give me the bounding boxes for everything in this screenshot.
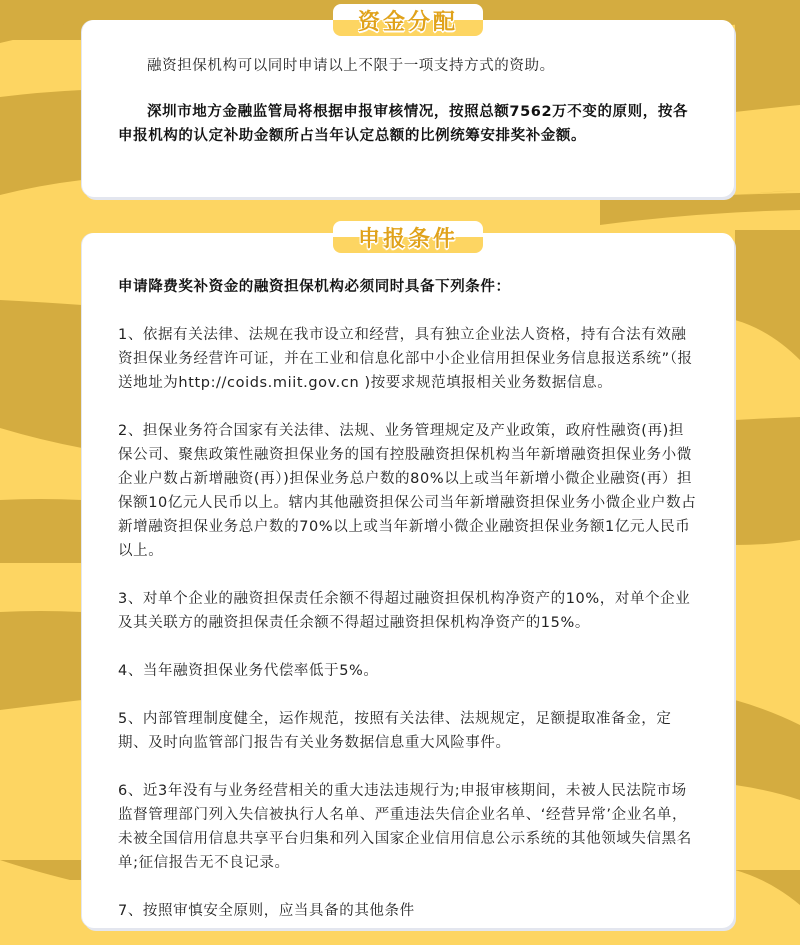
condition-item: 1、依据有关法律、法规在我市设立和经营，具有独立企业法人资格，持有合法有效融资担保业务经营许可证，并在工业和信息化部中小企业信用担保业务信息报送系统”（报送地址为http://coids.miit.gov.cn )按要求规范填报相关业务数据信息。 [118,327,693,391]
application-conditions-card [82,226,734,928]
condition-item: 5、内部管理制度健全，运作规范，按照有关法律、法规规定，足额提取准备金，定期、及时向监管部门报告有关业务数据信息重大风险事件。 [118,711,672,751]
section-title-badge [333,221,483,253]
conditions-intro: 申请降费奖补资金的融资担保机构必须同时具备下列条件： [118,279,511,295]
condition-item: 2、担保业务符合国家有关法律、法规、业务管理规定及产业政策，政府性融资(再)担保公司、聚焦政策性融资担保业务的国有控股融资担保机构当年新增融资担保业务小微企业户数占新增融资(再）)担保业务总户数的80%以上或当年新增小微企业融资(再）担保额10亿元人民币以上。辖内其他融资担保公司当年新增融资担保业务小微企业户数占新增融资担保业务总户数的70%以上或当年新增小微企业融资担保业务额1亿元人民币以上。 [118,423,697,559]
fund-allocation-card [82,9,734,197]
paragraph: 深圳市地方金融监管局将根据申报审核情况，按照总额7562万不变的原则，按各申报机构的认定补助金额所占当年认定总额的比例统筹安排奖补金额。 [118,104,689,144]
condition-item: 6、近3年没有与业务经营相关的重大违法违规行为;申报审核期间，未被人民法院市场监督管理部门列入失信被执行人名单、严重违法失信企业名单、‘经营异常’企业名单，未被全国信用信息共享平台归集和列入国家企业信用信息公示系统的其他领域失信黑名单;征信报告无不良记录。 [118,783,692,871]
condition-item: 3、对单个企业的融资担保责任余额不得超过融资担保机构净资产的10%，对单个企业及其关联方的融资担保责任余额不得超过融资担保机构净资产的15%。 [118,591,691,631]
section-title: 资金分配 [357,9,458,35]
paragraph: 融资担保机构可以同时申请以上不限于一项支持方式的资助。 [147,58,555,74]
condition-item: 7、按照审慎安全原则，应当具备的其他条件 [118,903,415,919]
condition-item: 4、当年融资担保业务代偿率低于5%。 [118,663,379,679]
section-title: 申报条件 [357,226,458,252]
section-title-badge [333,4,483,36]
